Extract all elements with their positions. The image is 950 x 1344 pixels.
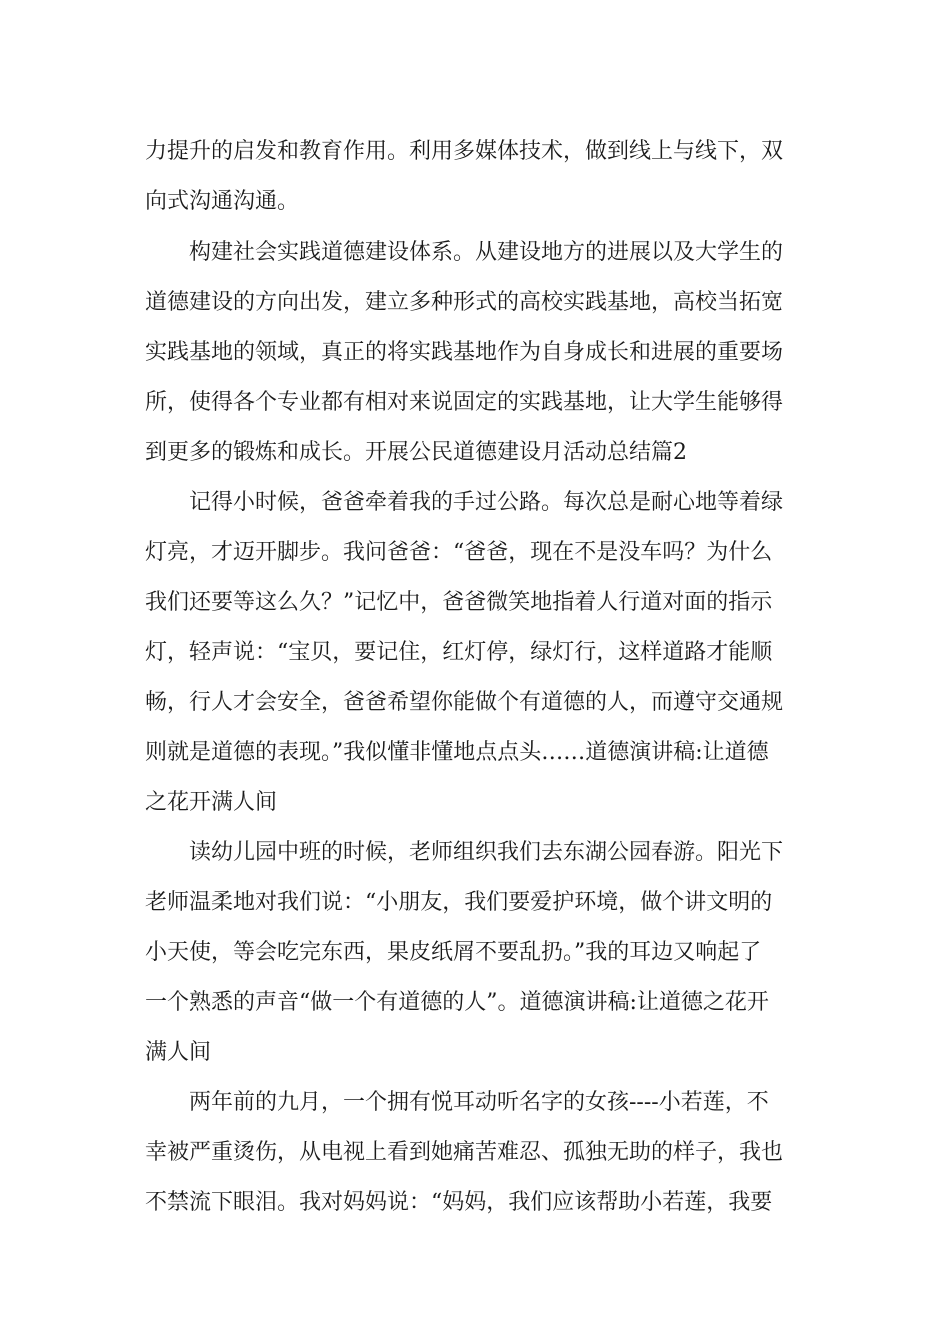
text-line: 老师温柔地对我们说：“小朋友，我们要爱护环境，做个讲文明的 [145,890,773,915]
text-line: 则就是道德的表现。”我似懂非懂地点点头……道德演讲稿:让道德 [145,740,769,765]
text-line: 灯，轻声说：“宝贝，要记住，红灯停，绿灯行，这样道路才能顺 [145,640,773,665]
text-line: 我们还要等这么久？”记忆中，爸爸微笑地指着人行道对面的指示 [145,590,773,615]
text-line: 满人间 [145,1040,212,1065]
text-line: 灯亮，才迈开脚步。我问爸爸：“爸爸，现在不是没车吗？为什么 [145,540,773,565]
text-line: 畅，行人才会安全，爸爸希望你能做个有道德的人，而遵守交通规 [145,690,784,715]
text-line: 一个熟悉的声音“做一个有道德的人”。道德演讲稿:让道德之花开 [145,990,769,1015]
text-line: 幸被严重烫伤，从电视上看到她痛苦难忍、孤独无助的样子，我也 [145,1140,784,1165]
text-line: 不禁流下眼泪。我对妈妈说：“妈妈，我们应该帮助小若莲，我要 [145,1190,773,1215]
text-line: 实践基地的领域，真正的将实践基地作为自身成长和进展的重要场 [145,340,784,365]
paragraph-start-line: 构建社会实践道德建设体系。从建设地方的进展以及大学生的 [189,240,784,265]
text-line: 到更多的锻炼和成长。开展公民道德建设月活动总结篇2 [145,440,687,465]
text-line: 力提升的启发和教育作用。利用多媒体技术，做到线上与线下，双 [145,139,784,164]
text-line: 之花开满人间 [145,790,278,815]
text-line: 小天使，等会吃完东西，果皮纸屑不要乱扔。”我的耳边又响起了 [145,940,762,965]
text-line: 所，使得各个专业都有相对来说固定的实践基地，让大学生能够得 [145,390,784,415]
text-line: 道德建设的方向出发，建立多种形式的高校实践基地，高校当拓宽 [145,290,784,315]
paragraph-start-line: 记得小时候，爸爸牵着我的手过公路。每次总是耐心地等着绿 [189,490,784,515]
text-line: 向式沟通沟通。 [145,189,300,214]
paragraph-start-line: 两年前的九月，一个拥有悦耳动听名字的女孩----小若莲，不 [189,1090,769,1115]
paragraph-start-line: 读幼儿园中班的时候，老师组织我们去东湖公园春游。阳光下 [189,840,784,865]
